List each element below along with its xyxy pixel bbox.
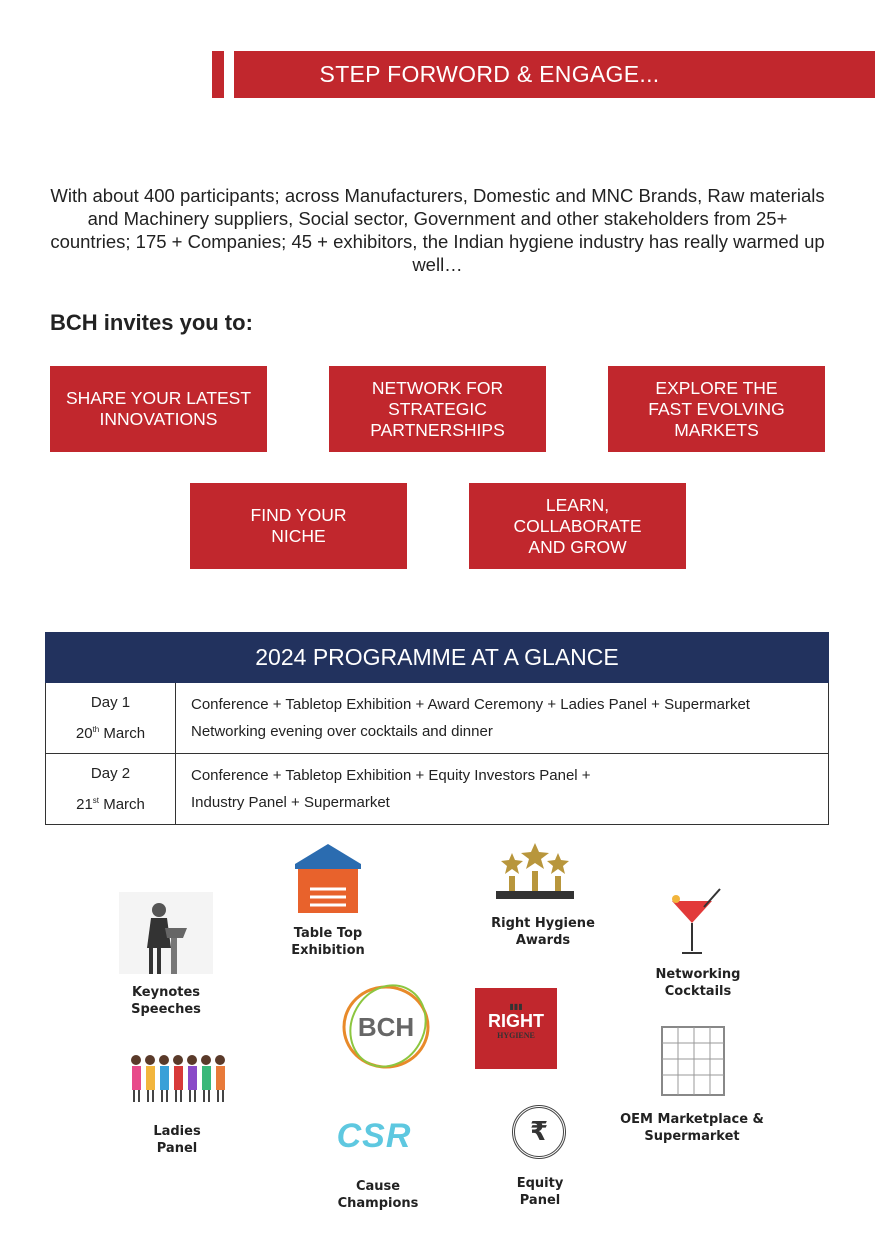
day-label: Day 2 (90, 765, 131, 782)
cocktails-label: Networking Cocktails (655, 967, 741, 999)
trophies-icon (492, 841, 578, 901)
table-row (46, 683, 829, 754)
csr-icon: CSR (336, 1116, 412, 1155)
programme-title: 2024 PROGRAMME AT A GLANCE (46, 633, 829, 683)
keynotes-label: Keynotes Speeches (131, 985, 201, 1017)
day-line: Conference + Tabletop Exhibition + Award Ceremony + Ladies Panel + Supermarket (191, 696, 750, 713)
box-find-niche: FIND YOUR NICHE (190, 483, 407, 569)
rupee-coin-icon: ₹ (512, 1105, 566, 1159)
speaker-podium-icon (119, 892, 213, 974)
women-group-icon (128, 1052, 230, 1104)
day-line: Conference + Tabletop Exhibition + Equity Investors Panel + (191, 767, 591, 784)
day-date: 21st March (76, 796, 145, 813)
shelves-icon (660, 1025, 726, 1097)
right-hygiene-logo: ▮▮▮ RIGHT HYGIENE (475, 988, 557, 1069)
equity-label: Equity Panel (516, 1176, 564, 1208)
banner (234, 51, 875, 98)
box-learn: LEARN, COLLABORATE AND GROW (469, 483, 686, 569)
ladies-label: Ladies Panel (153, 1124, 201, 1156)
csr-label: Cause Champions (337, 1179, 419, 1211)
box-share-innovations: SHARE YOUR LATEST INNOVATIONS (50, 366, 267, 452)
box-explore-markets: EXPLORE THE FAST EVOLVING MARKETS (608, 366, 825, 452)
day-label: Day 1 (90, 694, 131, 711)
awards-label: Right Hygiene Awards (491, 916, 595, 948)
banner-title: STEP FORWORD & ENGAGE... (319, 61, 660, 87)
programme-table (45, 632, 829, 825)
bars-icon: ▮▮▮ (509, 1002, 523, 1011)
box-network: NETWORK FOR STRATEGIC PARTNERSHIPS (329, 366, 546, 452)
table-row (46, 754, 829, 825)
invite-heading: BCH invites you to: (50, 310, 253, 335)
bch-logo: BCH (340, 982, 432, 1072)
tabletop-label: Table Top Exhibition (291, 926, 365, 958)
day-date: 20th March (75, 725, 146, 742)
day-line: Industry Panel + Supermarket (191, 794, 390, 811)
intro-text: With about 400 participants; across Manufacturers, Domestic and MNC Brands, Raw materials and Machinery suppliers, Social sector, Government and other stakeholders from 25+ countries; 175 + Companies; 45 + exhibitors, the Indian hygiene industry has really warmed up well… (50, 185, 825, 275)
banner-accent (212, 51, 224, 98)
oem-label: OEM Marketplace & Supermarket (620, 1112, 764, 1144)
day-line: Networking evening over cocktails and dinner (191, 723, 493, 740)
cocktail-icon (664, 887, 726, 959)
exhibition-icon (290, 839, 366, 915)
